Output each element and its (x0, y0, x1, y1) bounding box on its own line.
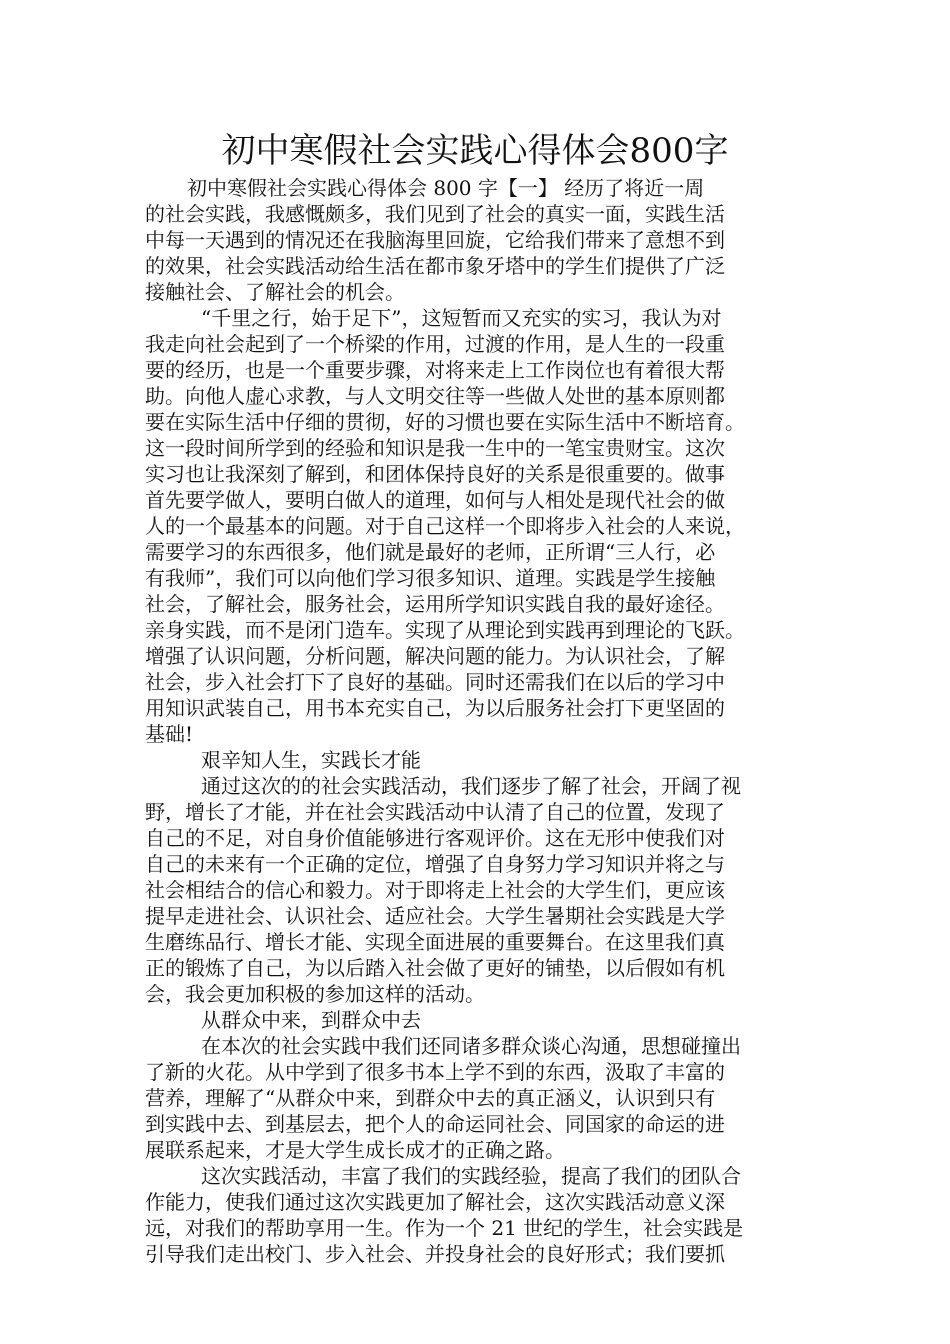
text-line: 正的锻炼了自己，为以后踏入社会做了更好的铺垫，以后假如有机 (145, 956, 725, 980)
text-line: 提早走进社会、认识社会、适应社会。大学生暑期社会实践是大学 (145, 904, 725, 928)
text-line: 生磨练品行、增长才能、实现全面进展的重要舞台。在这里我们真 (145, 930, 725, 954)
text-line: 会，我会更加积极的参加这样的活动。 (145, 982, 485, 1006)
text-line: 展联系起来，才是大学生成长成才的正确之路。 (145, 1138, 565, 1162)
text-line: 中每一天遇到的情况还在我脑海里回旋，它给我们带来了意想不到 (145, 228, 725, 252)
text-line: 初中寒假社会实践心得体会 800 字【一】 经历了将近一周 (187, 176, 705, 200)
text-line: 的效果，社会实践活动给生活在都市象牙塔中的学生们提供了广泛 (145, 254, 725, 278)
text-line: 助。向他人虚心求教，与人文明交往等一些做人处世的基本原则都 (145, 384, 725, 408)
text-line: 作能力，使我们通过这次实践更加了解社会，这次实践活动意义深 (145, 1190, 725, 1214)
text-line: 到实践中去、到基层去，把个人的命运同社会、同国家的命运的进 (145, 1112, 725, 1136)
text-line: 社会，了解社会，服务社会，运用所学知识实践自我的最好途径。 (145, 592, 725, 616)
text-line: 在本次的社会实践中我们还同诸多群众谈心沟通，思想碰撞出 (201, 1034, 741, 1058)
text-line: 艰辛知人生，实践长才能 (201, 748, 421, 772)
text-line: 远，对我们的帮助享用一生。作为一个 21 世纪的学生，社会实践是 (145, 1216, 744, 1240)
text-line: 需要学习的东西很多，他们就是最好的老师，正所谓“三人行，必 (145, 540, 716, 564)
text-line: 社会，步入社会打下了良好的基础。同时还需我们在以后的学习中 (145, 670, 725, 694)
text-line: 野，增长了才能，并在社会实践活动中认清了自己的位置，发现了 (145, 800, 725, 824)
text-line: 人的一个最基本的问题。对于自己这样一个即将步入社会的人来说， (145, 514, 745, 538)
text-line: 用知识武装自己，用书本充实自己，为以后服务社会打下更坚固的 (145, 696, 725, 720)
text-line: 了新的火花。从中学到了很多书本上学不到的东西，汲取了丰富的 (145, 1060, 725, 1084)
text-line: 要的经历，也是一个重要步骤，对将来走上工作岗位也有着很大帮 (145, 358, 725, 382)
text-line: 从群众中来，到群众中去 (201, 1008, 421, 1032)
text-line: “千里之行，始于足下”，这短暂而又充实的实习，我认为对 (201, 306, 722, 330)
text-line: 亲身实践，而不是闭门造车。实现了从理论到实践再到理论的飞跃。 (145, 618, 745, 642)
text-line: 引导我们走出校门、步入社会、并投身社会的良好形式；我们要抓 (145, 1242, 725, 1266)
text-line: 接触社会、了解社会的机会。 (145, 280, 405, 304)
text-line: 自己的未来有一个正确的定位，增强了自身努力学习知识并将之与 (145, 852, 725, 876)
document-title: 初中寒假社会实践心得体会800字 (221, 131, 729, 171)
text-line: 自己的不足，对自身价值能够进行客观评价。这在无形中使我们对 (145, 826, 725, 850)
text-line: 首先要学做人，要明白做人的道理，如何与人相处是现代社会的做 (145, 488, 725, 512)
text-line: 要在实际生活中仔细的贯彻，好的习惯也要在实际生活中不断培育。 (145, 410, 745, 434)
text-line: 这次实践活动，丰富了我们的实践经验，提高了我们的团队合 (201, 1164, 741, 1188)
text-line: 通过这次的的社会实践活动，我们逐步了解了社会，开阔了视 (201, 774, 741, 798)
document-body (145, 175, 810, 1267)
text-line: 营养，理解了“从群众中来，到群众中去的真正涵义，认识到只有 (145, 1086, 716, 1110)
text-line: 这一段时间所学到的经验和知识是我一生中的一笔宝贵财宝。这次 (145, 436, 725, 460)
text-line: 增强了认识问题，分析问题，解决问题的能力。为认识社会，了解 (145, 644, 725, 668)
text-line: 基础! (145, 722, 194, 746)
text-line: 社会相结合的信心和毅力。对于即将走上社会的大学生们，更应该 (145, 878, 725, 902)
text-line: 我走向社会起到了一个桥梁的作用，过渡的作用，是人生的一段重 (145, 332, 725, 356)
text-line: 的社会实践，我感慨颇多，我们见到了社会的真实一面，实践生活 (145, 202, 725, 226)
text-line: 有我师”，我们可以向他们学习很多知识、道理。实践是学生接触 (145, 566, 716, 590)
text-line: 实习也让我深刻了解到，和团体保持良好的关系是很重要的。做事 (145, 462, 725, 486)
